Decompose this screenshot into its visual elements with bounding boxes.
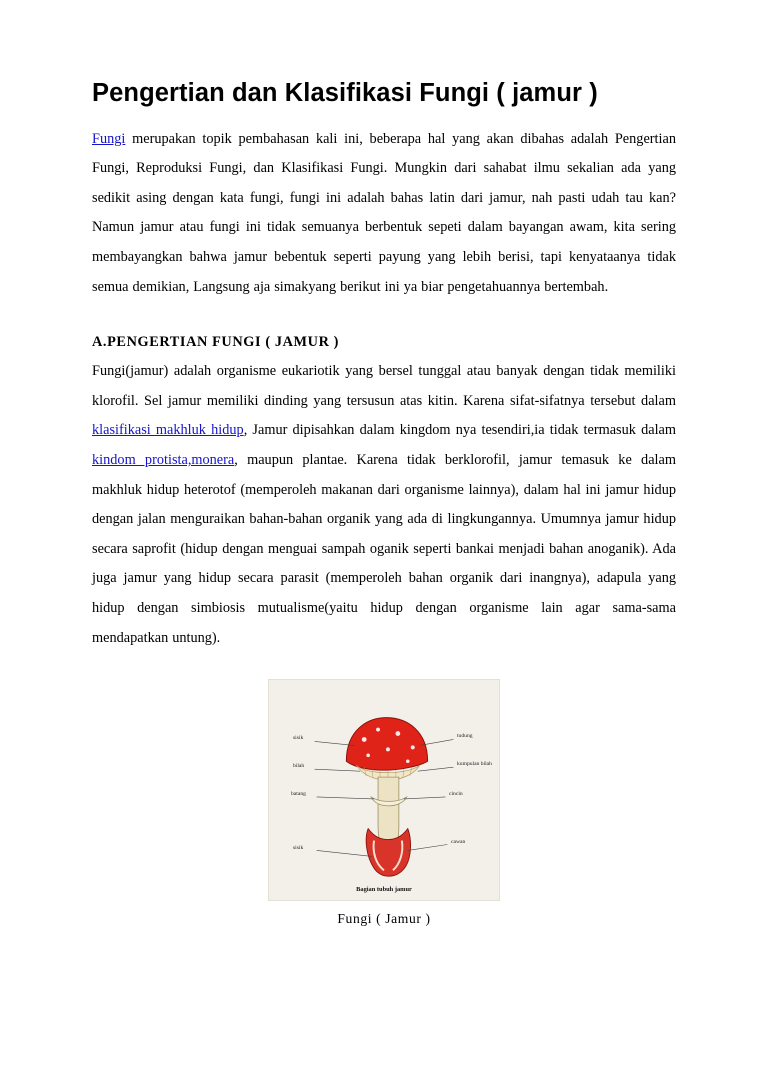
- figure-label-tudung: tudung: [457, 733, 473, 740]
- figure-label-sisik-bottom: sisik: [293, 845, 304, 852]
- intro-paragraph: [92, 125, 676, 303]
- intro-text: merupakan topik pembahasan kali ini, beberapa hal yang akan dibahas adalah Pengertian Fungi, Reproduksi Fungi, dan Klasifikasi Fungi. Mungkin dari sahabat ilmu sekalian ada yang sedikit asing dengan kata fungi, fungi ini adalah bahas latin dari jamur, nah pasti udah tau kan? Namun jamur atau fungi ini tidak semuanya berbentuk sepeti dalam bayangan awam, kita sering membayangkan bahwa jamur bebentuk seperti payung yang lebih berisi, tapi kenyataanya tidak semua demikian, Langsung aja simakyang berikut ini ya biar pengetahuannya bertembah.: [92, 130, 676, 295]
- section-a-text-part2: , Jamur dipisahkan dalam kingdom nya tesendiri,ia tidak termasuk dalam: [243, 422, 677, 439]
- link-kindom-protista-monera[interactable]: kindom protista,monera: [92, 451, 235, 468]
- link-fungi[interactable]: Fungi: [92, 130, 126, 147]
- section-a-text-part3: , maupun plantae. Karena tidak berklorofil, jamur temasuk ke dalam makhluk hidup heterotof (memperoleh makanan dari organisme lainnya), dalam hal ini jamur hidup dengan jalan menguraikan bahan-bahan organik yang ada di lingkungannya. Umumnya jamur hidup secara saprofit (hidup dengan menguai sampah oganik seperti bankai menjadi bahan anoganik). Ada juga jamur yang hidup secara parasit (memperoleh bahan organik dari inangnya), adapula yang hidup dengan simbiosis mutualisme(yaitu hidup dengan organisme lain agar sama-sama mendapatkan untung).: [92, 451, 676, 646]
- figure-label-kumpulan-bilah: kumpulan bilah: [457, 761, 492, 768]
- section-a-paragraph: [92, 357, 676, 653]
- figure-label-bilah: bilah: [293, 763, 305, 770]
- figure-bottom-label: Bagian tubuh jamur: [356, 886, 412, 894]
- figure-label-batang: batang: [291, 791, 306, 798]
- section-a-heading: A.PENGERTIAN FUNGI ( JAMUR ): [92, 334, 340, 351]
- figure-label-cincin: cincin: [449, 791, 463, 798]
- figure-image: [268, 679, 500, 901]
- section-a-text-part1: Fungi(jamur) adalah organisme eukariotik yang bersel tunggal atau banyak dengan tidak memiliki klorofil. Sel jamur memiliki dinding yang tersusun atas kitin. Karena sifat-sifatnya tersebut dalam: [92, 363, 676, 409]
- mushroom-diagram-icon: [269, 680, 499, 900]
- figure-label-sisik-top: sisik: [293, 735, 304, 742]
- page-title: Pengertian dan Klasifikasi Fungi ( jamur ): [92, 79, 598, 107]
- link-klasifikasi-makhluk-hidup[interactable]: klasifikasi makhluk hidup: [92, 422, 244, 439]
- figure-fungi: [268, 679, 500, 927]
- figure-label-cawan: cawan: [451, 839, 466, 846]
- paragraph-spacer: [92, 302, 676, 316]
- figure-caption: Fungi ( Jamur ): [337, 911, 431, 927]
